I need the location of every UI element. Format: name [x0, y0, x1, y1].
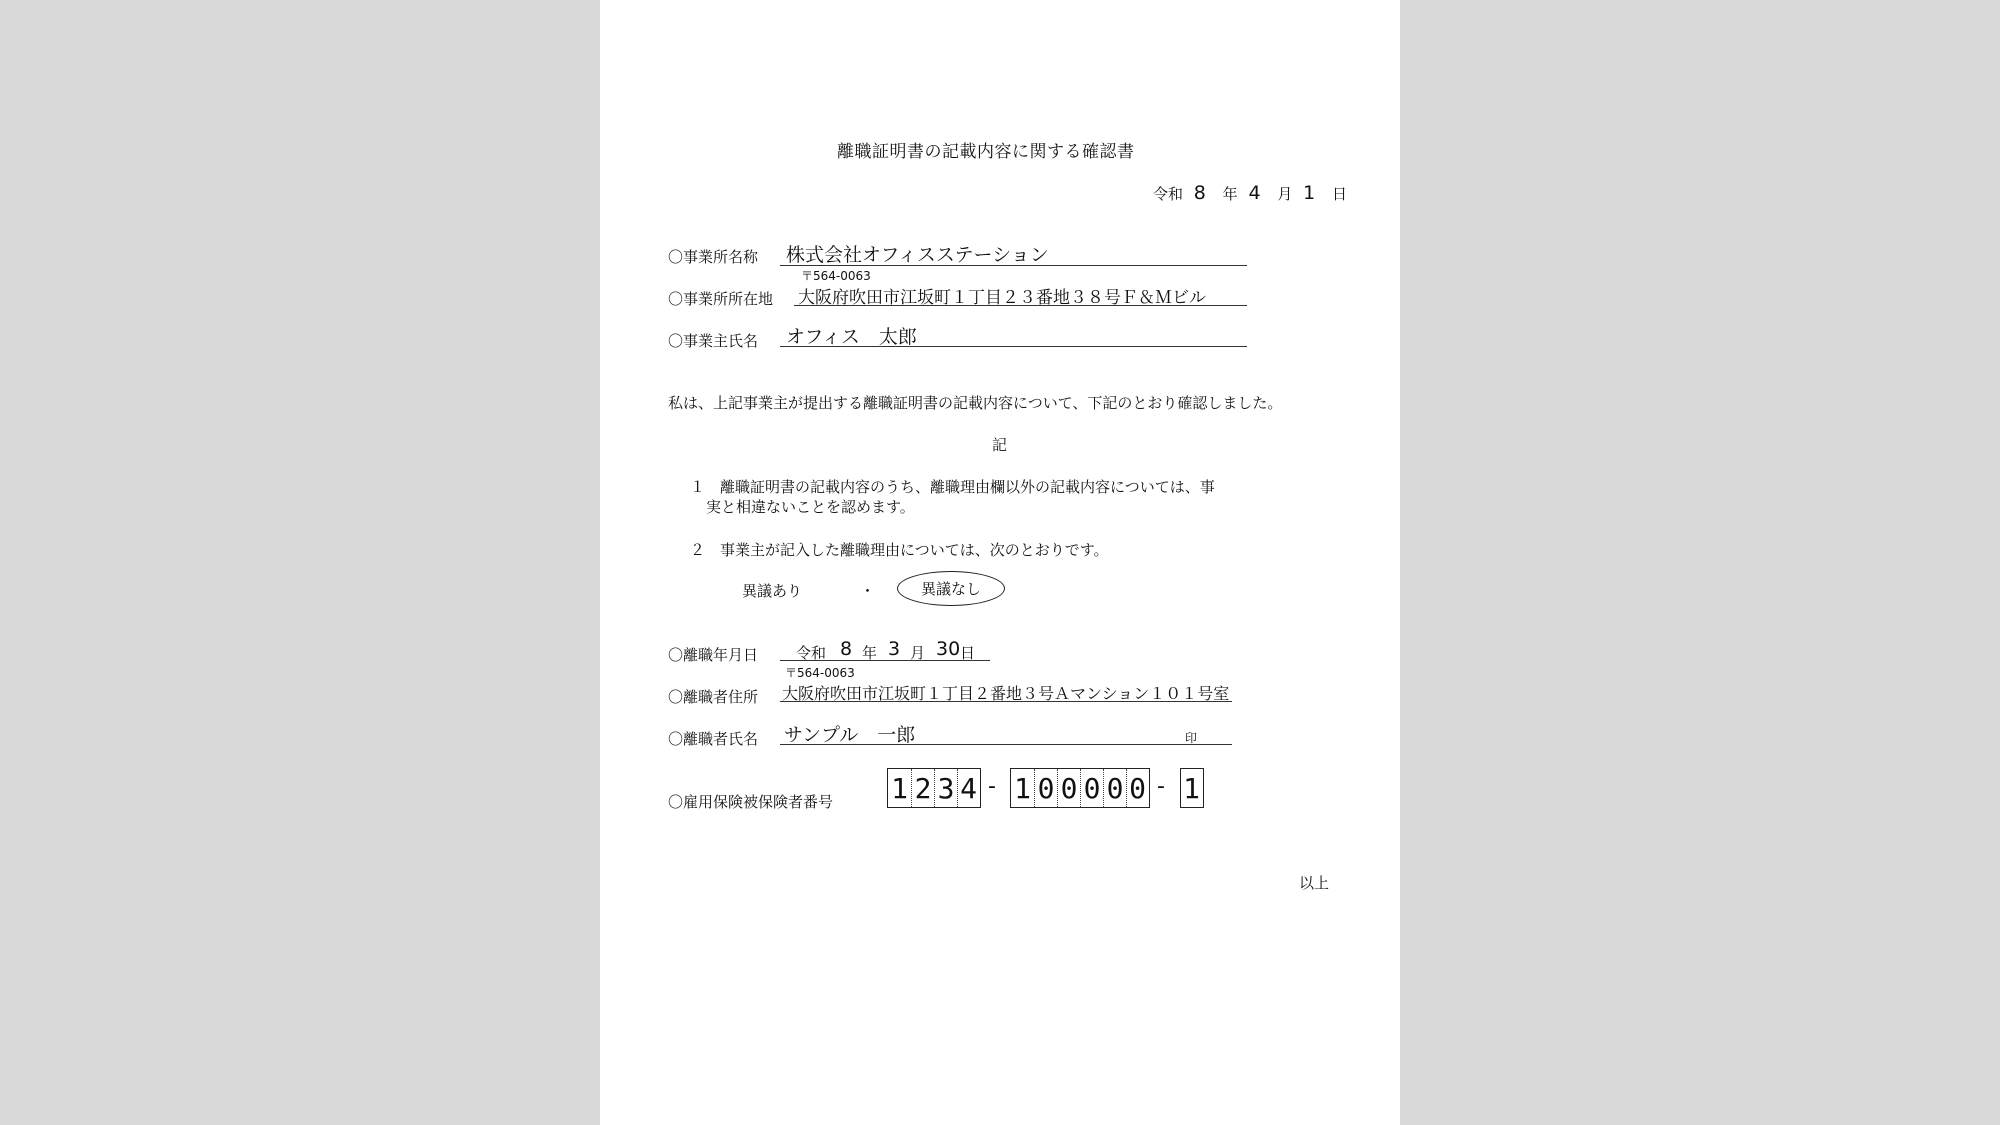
sep-date-day-unit: 日: [960, 644, 976, 662]
office-address-label: 〇事業所所在地: [668, 290, 774, 308]
employee-address-line: [780, 679, 1232, 702]
insured-number-part-1: [887, 768, 981, 808]
option-no-objection: 異議なし: [920, 580, 981, 598]
insured-number-part-3: [1180, 768, 1204, 808]
sep-date-era: 令和: [796, 644, 827, 662]
item-1-line-1: １ 離職証明書の記載内容のうち、離職理由欄以外の記載内容については、事: [690, 478, 1215, 496]
sep-date-month: 3: [888, 638, 901, 660]
digit: 4: [957, 769, 979, 807]
ki-heading: 記: [992, 436, 1008, 454]
digit: 0: [1126, 769, 1148, 807]
office-address-line: [794, 281, 1247, 306]
sep-date-month-unit: 月: [910, 644, 926, 662]
employee-name: サンプル 一郎: [784, 724, 916, 746]
office-address: 大阪府吹田市江坂町１丁目２３番地３８号Ｆ＆Ｍビル: [798, 288, 1206, 308]
digit: 0: [1057, 769, 1080, 807]
date-day-unit: 日: [1332, 185, 1348, 203]
option-objection: 異議あり: [742, 582, 803, 600]
option-separator: ・: [860, 582, 876, 600]
office-name: 株式会社オフィスステーション: [786, 244, 1049, 266]
document-date: [1153, 182, 1347, 204]
digit: 2: [911, 769, 934, 807]
document-title: 離職証明書の記載内容に関する確認書: [837, 142, 1135, 162]
sep-date-year-unit: 年: [862, 644, 878, 662]
employee-address: 大阪府吹田市江坂町１丁目２番地３号Ａマンション１０１号室: [782, 684, 1230, 703]
date-day: 1: [1303, 182, 1316, 204]
seal-mark: 印: [1185, 731, 1198, 745]
item-1-line-2: 実と相違ないことを認めます。: [706, 498, 915, 516]
digit: 1: [1183, 771, 1200, 805]
date-era: 令和: [1153, 185, 1184, 203]
separation-date-label: 〇離職年月日: [668, 646, 759, 664]
digit: 1: [891, 771, 908, 805]
date-year: 8: [1193, 182, 1206, 204]
office-postal-code: 〒564-0063: [801, 269, 871, 283]
statement-text: 私は、上記事業主が提出する離職証明書の記載内容について、下記のとおり確認しました。: [668, 394, 1283, 412]
employee-address-label: 〇離職者住所: [668, 688, 759, 706]
employee-name-label: 〇離職者氏名: [668, 730, 759, 748]
date-year-unit: 年: [1222, 185, 1238, 203]
owner-name-line: [780, 322, 1247, 347]
separation-date-line: [780, 638, 990, 661]
digit: 3: [934, 769, 957, 807]
item-2-text: ２ 事業主が記入した離職理由については、次のとおりです。: [690, 541, 1109, 559]
digit: 0: [1103, 769, 1126, 807]
insured-number-part-2: [1010, 768, 1150, 808]
employee-postal-code: 〒564-0063: [785, 666, 855, 680]
date-month: 4: [1248, 182, 1261, 204]
employee-name-line: [780, 720, 1232, 745]
office-name-label: 〇事業所名称: [668, 248, 759, 266]
digit: 0: [1080, 769, 1103, 807]
date-month-unit: 月: [1277, 185, 1293, 203]
insured-number-dash-1: -: [988, 774, 996, 799]
closing-text: 以上: [1299, 874, 1330, 892]
sep-date-day: 30: [936, 638, 961, 660]
insured-number-dash-2: -: [1157, 774, 1165, 799]
owner-name: オフィス 太郎: [786, 326, 917, 348]
digit: 1: [1014, 771, 1031, 805]
option-no-objection-circled: [897, 571, 1005, 606]
office-name-line: [780, 240, 1247, 266]
insured-number-label: 〇雇用保険被保険者番号: [668, 793, 834, 811]
sep-date-year: 8: [840, 638, 853, 660]
owner-label: 〇事業主氏名: [668, 332, 759, 350]
document-page: [600, 0, 1400, 1125]
digit: 0: [1034, 769, 1057, 807]
